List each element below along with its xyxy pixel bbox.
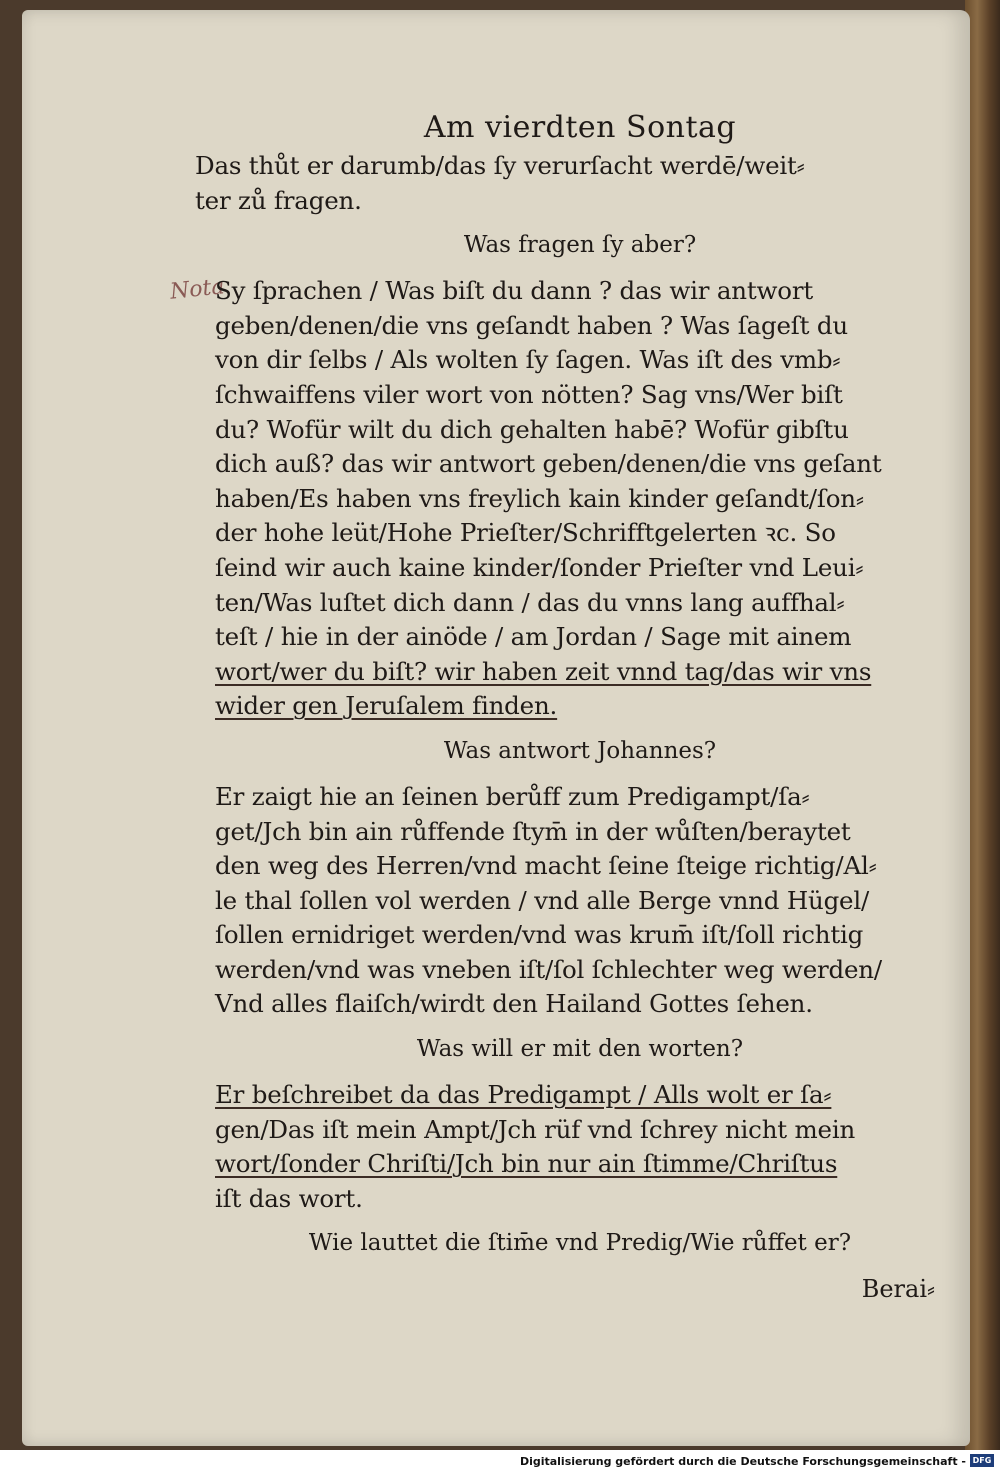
text-line: von dir ſelbs / Als wolten ſy ſagen. Was iſt des vmb⸗ — [215, 345, 841, 375]
text-line: ſchwaiffens viler wort von nötten? Sag vns/Wer biſt — [215, 379, 843, 409]
text-line: geben/denen/die vns geſandt haben ? Was ſageſt du — [215, 310, 848, 340]
text-line: Vnd alles flaiſch/wirdt den Hailand Gottes ſehen. — [215, 989, 813, 1019]
text-line: dich auß? das wir antwort geben/denen/die vns geſant — [215, 449, 882, 479]
paragraph-3 — [195, 780, 965, 1022]
text-block — [195, 110, 965, 1306]
text-line: iſt das wort. — [215, 1183, 363, 1213]
question-heading: Was will er mit den worten? — [416, 1036, 744, 1063]
catchword: Berai⸗ — [861, 1275, 935, 1304]
paragraph-2 — [195, 274, 965, 724]
text-line: get/Jch bin ain růffende ſtym̄ in der wůſten/beraytet — [215, 816, 851, 846]
text-line: wort/ſonder Chriſti/Jch bin nur ain ſtimme/Chriſtus — [215, 1149, 838, 1179]
text-line: ter zů fragen. — [195, 185, 362, 215]
text-line: werden/vnd was vneben iſt/ſol ſchlechter weg werden/ — [215, 954, 882, 984]
text-line: haben/Es haben vns freylich kain kinder geſandt/ſon⸗ — [215, 483, 864, 513]
text-line: ſollen ernidriget werden/vnd was krum̄ iſt/ſoll richtig — [215, 920, 864, 950]
paragraph-4 — [195, 1078, 965, 1216]
text-line: den weg des Herren/vnd macht ſeine ſteige richtig/Al⸗ — [215, 851, 877, 881]
text-line: ten/Was luſtet dich dann / das du vnns lang auffhal⸗ — [215, 587, 845, 617]
running-head: Am vierdten Sontag — [423, 110, 737, 145]
question-heading: Was antwort Johannes? — [443, 737, 717, 764]
text-line: wort/wer du biſt? wir haben zeit vnnd tag/das wir vns — [215, 656, 872, 686]
margin-note: Nota — [168, 274, 226, 305]
text-line: wider gen Jeruſalem finden. — [215, 691, 558, 721]
text-line: gen/Das iſt mein Ampt/Jch rüf vnd ſchrey nicht mein — [215, 1114, 856, 1144]
text-line: der hohe leüt/Hohe Prieſter/Schrifftgelerten ꝛc. So — [215, 518, 836, 548]
footer-bar — [0, 1450, 1000, 1472]
question-heading: Was fragen ſy aber? — [463, 232, 697, 259]
text-line: du? Wofür wilt du dich gehalten habē? Wofür gibſtu — [215, 414, 849, 444]
question-heading: Wie lauttet die ſtim̄e vnd Predig/Wie růffet er? — [308, 1230, 852, 1257]
text-line: ſeind wir auch kaine kinder/ſonder Prieſter vnd Leui⸗ — [215, 552, 864, 582]
text-line: le thal ſollen vol werden / vnd alle Berge vnnd Hügel/ — [215, 885, 870, 915]
text-line: teſt / hie in der ainöde / am Jordan / Sage mit ainem — [215, 622, 852, 652]
text-line: Er zaigt hie an ſeinen berůff zum Predigampt/ſa⸗ — [215, 781, 810, 811]
paragraph-1 — [195, 149, 965, 218]
footer-credit: Digitalisierung gefördert durch die Deutsche Forschungsgemeinschaft - — [519, 1455, 966, 1468]
text-line: Das thůt er darumb/das ſy verurſacht werdē/weit⸗ — [195, 151, 805, 180]
book-edge — [965, 0, 1000, 1450]
text-line: Sy ſprachen / Was biſt du dann ? das wir antwort — [215, 276, 814, 306]
text-line: Er beſchreibet da das Predigampt / Alls wolt er ſa⸗ — [215, 1080, 832, 1110]
dfg-logo: DFG — [970, 1454, 994, 1467]
